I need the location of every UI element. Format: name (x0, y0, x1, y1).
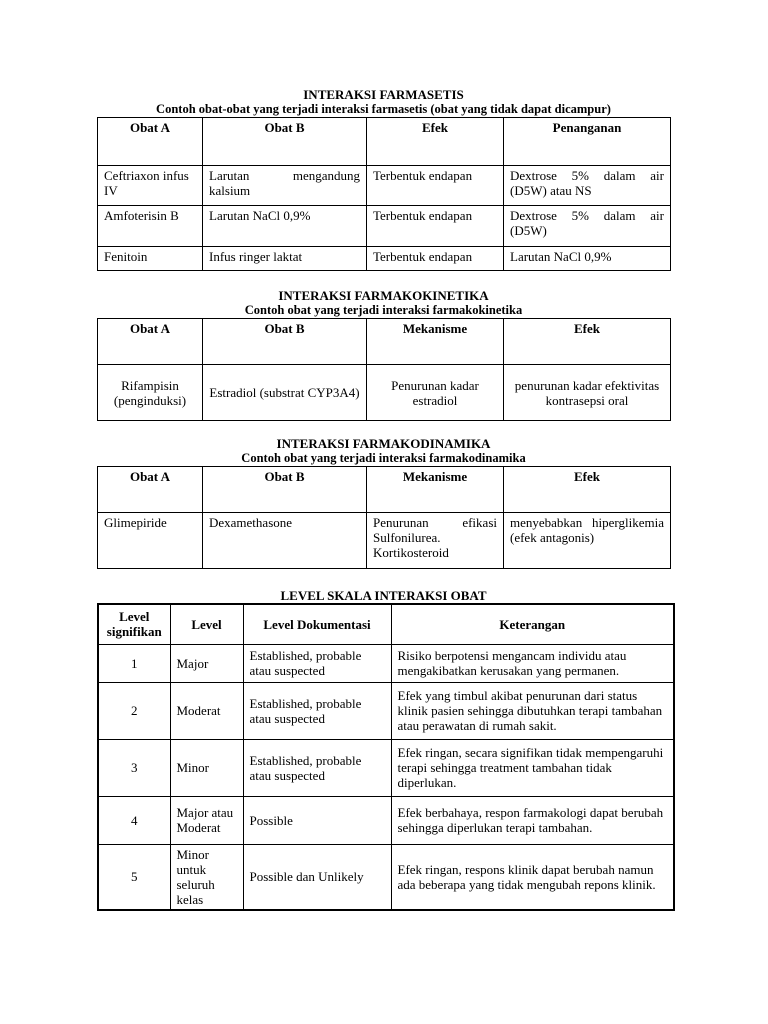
table-cell: Possible (243, 796, 391, 844)
column-header: Efek (504, 319, 671, 365)
table-cell: Larutan NaCl 0,9% (504, 247, 671, 271)
column-header: Mekanisme (367, 319, 504, 365)
table-cell: Larutan NaCl 0,9% (203, 206, 367, 247)
table-cell: Efek ringan, respons klinik dapat berubah namun ada beberapa yang tidak mengubah repons klinik. (391, 844, 674, 910)
table-cell: 5 (98, 844, 170, 910)
farmasetis-table (97, 117, 671, 271)
table-cell: Dextrose 5% dalam air (D5W) atau NS (504, 166, 671, 206)
column-header: Level (170, 604, 243, 644)
table-row (98, 166, 671, 206)
table-cell: 3 (98, 739, 170, 796)
table-row (98, 644, 674, 682)
farmakodinamika-title: INTERAKSI FARMAKODINAMIKA (276, 436, 491, 451)
column-header: Level Dokumentasi (243, 604, 391, 644)
table-cell: Moderat (170, 682, 243, 739)
column-header: Obat A (98, 467, 203, 513)
table-row (98, 682, 674, 739)
column-header: Obat A (98, 118, 203, 166)
column-header: Mekanisme (367, 467, 504, 513)
table-cell: Possible dan Unlikely (243, 844, 391, 910)
table-cell: Established, probable atau suspected (243, 682, 391, 739)
table-cell: Larutan mengandung kalsium (203, 166, 367, 206)
farmakokinetika-table (97, 318, 671, 421)
table-row (98, 739, 674, 796)
column-header: Level signifikan (98, 604, 170, 644)
table-header-row (98, 604, 674, 644)
column-header: Obat A (98, 319, 203, 365)
table-header-row (98, 319, 671, 365)
table-row (98, 796, 674, 844)
table-cell: Dexamethasone (203, 513, 367, 569)
table-cell: penurunan kadar efektivitas kontrasepsi oral (504, 365, 671, 421)
table-cell: Terbentuk endapan (367, 206, 504, 247)
level-skala-title: LEVEL SKALA INTERAKSI OBAT (280, 588, 487, 603)
column-header: Efek (504, 467, 671, 513)
column-header: Obat B (203, 319, 367, 365)
table-cell: Efek yang timbul akibat penurunan dari status klinik pasien sehingga dibutuhkan terapi tambahan atau perawatan di rumah sakit. (391, 682, 674, 739)
column-header: Obat B (203, 467, 367, 513)
farmasetis-title: INTERAKSI FARMASETIS (303, 87, 464, 102)
farmakokinetika-subtitle: Contoh obat yang terjadi interaksi farmakokinetika (244, 303, 523, 317)
column-header: Penanganan (504, 118, 671, 166)
table-cell: Established, probable atau suspected (243, 644, 391, 682)
table-cell: Penurunan kadar estradiol (367, 365, 504, 421)
table-cell: 4 (98, 796, 170, 844)
table-cell: Estradiol (substrat CYP3A4) (203, 365, 367, 421)
table-cell: Minor untuk seluruh kelas (170, 844, 243, 910)
column-header: Obat B (203, 118, 367, 166)
table-cell: Efek berbahaya, respon farmakologi dapat berubah sehingga diperlukan terapi tambahan. (391, 796, 674, 844)
table-row (98, 513, 671, 569)
table-cell: Penurunan efikasi Sulfonilurea. Kortikosteroid (367, 513, 504, 569)
level-skala-table (97, 603, 675, 911)
table-cell: Amfoterisin B (98, 206, 203, 247)
table-cell: Established, probable atau suspected (243, 739, 391, 796)
table-cell: Infus ringer laktat (203, 247, 367, 271)
table-cell: Major atau Moderat (170, 796, 243, 844)
table-cell: Glimepiride (98, 513, 203, 569)
table-cell: 2 (98, 682, 170, 739)
table-header-row (98, 467, 671, 513)
table-cell: Ceftriaxon infus IV (98, 166, 203, 206)
table-cell: Fenitoin (98, 247, 203, 271)
table-cell: Rifampisin (penginduksi) (98, 365, 203, 421)
table-cell: Major (170, 644, 243, 682)
table-cell: 1 (98, 644, 170, 682)
table-header-row (98, 118, 671, 166)
table-row (98, 365, 671, 421)
table-cell: Terbentuk endapan (367, 166, 504, 206)
farmakodinamika-subtitle: Contoh obat yang terjadi interaksi farmakodinamika (241, 451, 526, 465)
table-cell: Risiko berpotensi mengancam individu atau mengakibatkan kerusakan yang permanen. (391, 644, 674, 682)
table-cell: Dextrose 5% dalam air (D5W) (504, 206, 671, 247)
table-row (98, 247, 671, 271)
table-cell: Efek ringan, secara signifikan tidak mempengaruhi terapi sehingga treatment tambahan tidak diperlukan. (391, 739, 674, 796)
column-header: Efek (367, 118, 504, 166)
table-cell: menyebabkan hiperglikemia (efek antagonis) (504, 513, 671, 569)
farmasetis-subtitle: Contoh obat-obat yang terjadi interaksi farmasetis (obat yang tidak dapat dicampur) (156, 102, 611, 116)
table-row (98, 206, 671, 247)
table-row (98, 844, 674, 910)
farmakodinamika-table (97, 466, 671, 569)
table-cell: Terbentuk endapan (367, 247, 504, 271)
table-cell: Minor (170, 739, 243, 796)
column-header: Keterangan (391, 604, 674, 644)
farmakokinetika-title: INTERAKSI FARMAKOKINETIKA (278, 288, 489, 303)
